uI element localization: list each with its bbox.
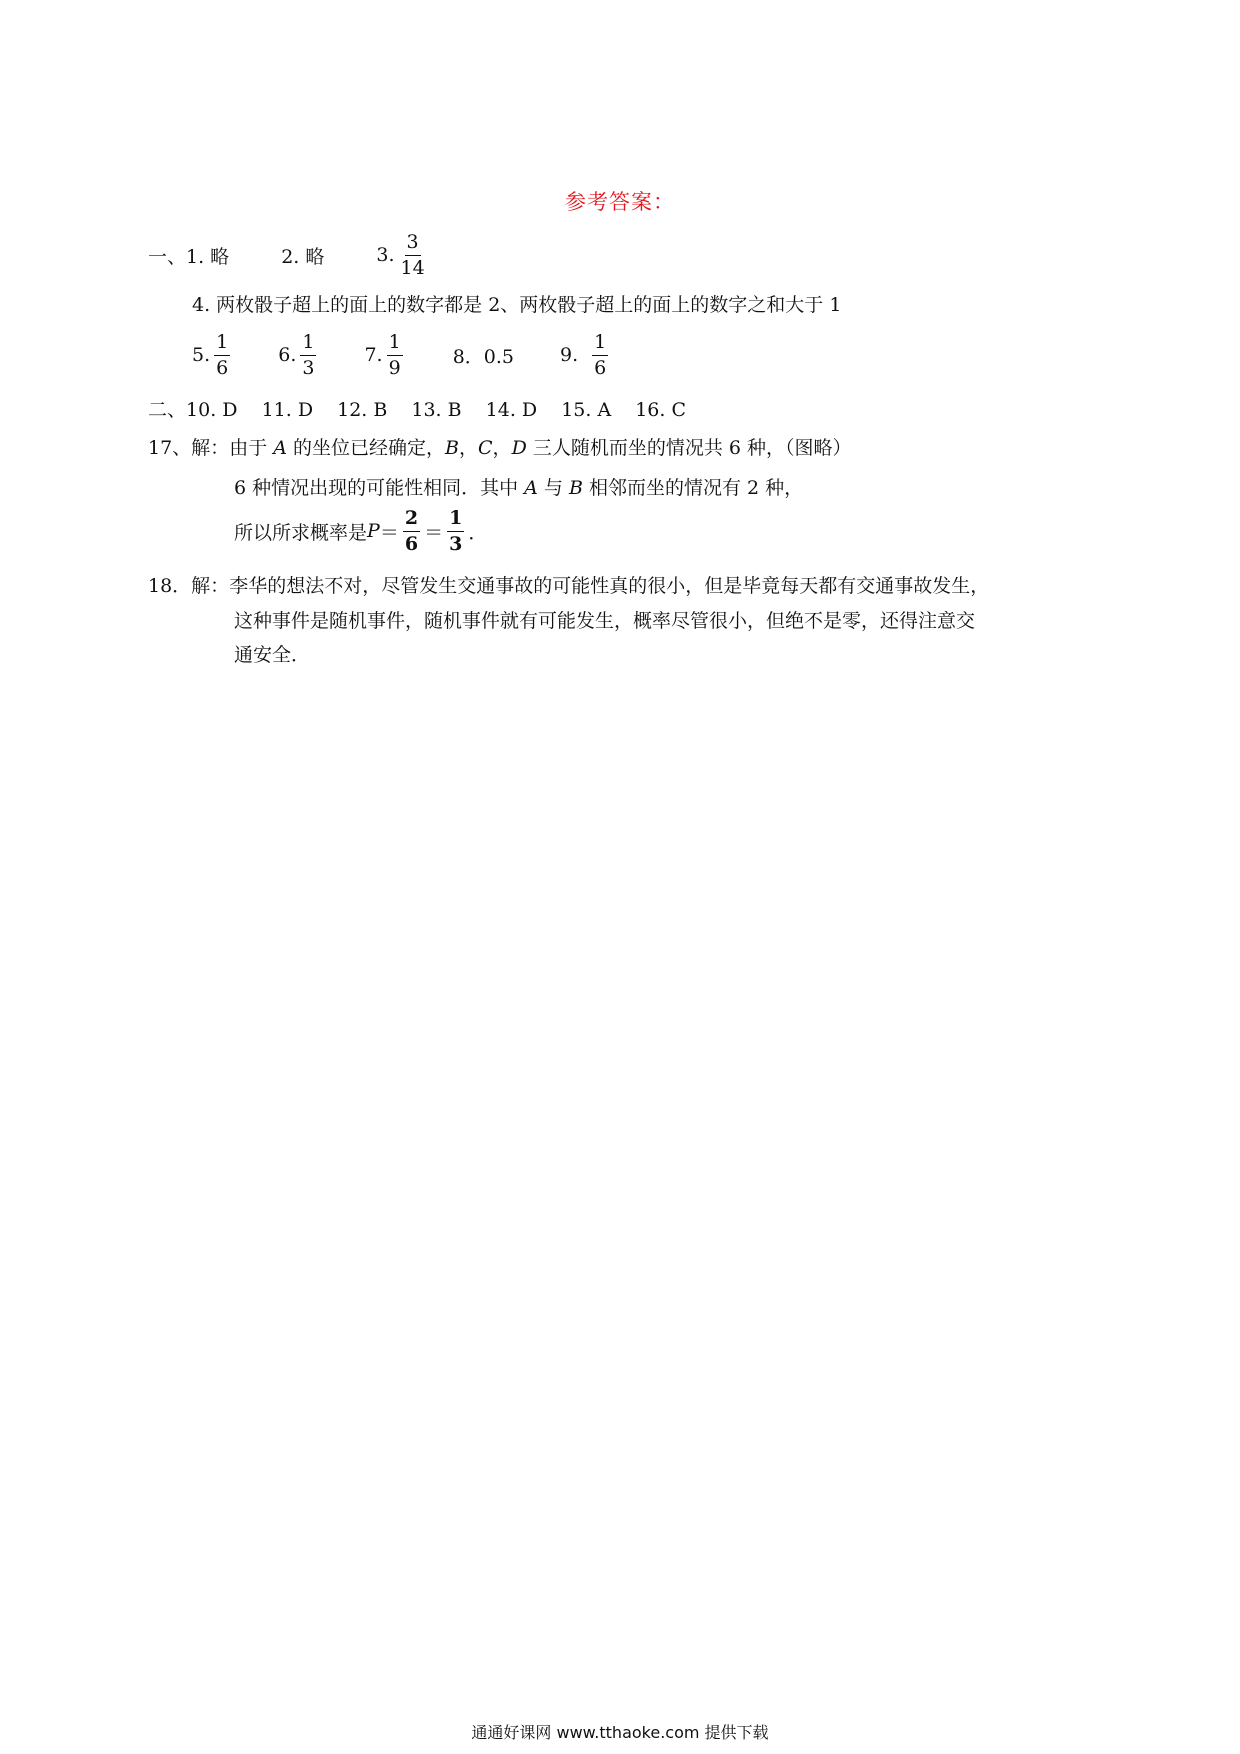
frac1-numerator: 2: [403, 509, 420, 532]
answer-q11: 11. D: [261, 399, 314, 421]
period: ．: [468, 521, 488, 544]
q3-denominator: 14: [400, 256, 425, 279]
answer-q5-label: 5.: [192, 344, 211, 366]
probability-fraction-2: [447, 506, 464, 555]
answer-q1: 1. 略: [186, 245, 230, 268]
frac1-denominator: 6: [404, 532, 419, 555]
part1-prefix: 一、: [148, 245, 187, 268]
q6-denominator: 3: [302, 356, 315, 379]
answer-q15: 15. A: [561, 399, 612, 421]
part2-prefix: 二、: [148, 399, 187, 421]
q18-line2: 这种事件是随机事件，随机事件就有可能发生，概率尽管很小，但绝不是零，还得注意交: [234, 610, 976, 632]
var-a: A: [524, 477, 538, 499]
answer-q13: 13. B: [411, 399, 462, 421]
q17-text: 由于: [229, 437, 274, 459]
q18-line1: [148, 571, 989, 598]
var-d: D: [511, 437, 527, 459]
answer-q8: 8．0.5: [452, 345, 515, 368]
q17-text: 6 种情况出现的可能性相同．其中: [234, 477, 525, 499]
q17-line1: [148, 433, 852, 460]
q18-label: 18．解：: [148, 575, 230, 597]
answer-q6-label: 6.: [278, 344, 297, 366]
var-a: A: [273, 437, 287, 459]
answer-q7-label: 7.: [364, 344, 383, 366]
q5-denominator: 6: [216, 356, 229, 379]
part1-row3: [192, 330, 612, 380]
q17-text: ，: [458, 437, 478, 459]
q3-numerator: 3: [405, 233, 421, 256]
q18-line3: 通安全．: [234, 644, 311, 666]
q18-text: 李华的想法不对，尽管发生交通事故的可能性真的很小，但是毕竟每天都有交通事故发生，: [229, 575, 990, 597]
q17-text: 的坐位已经确定，: [286, 437, 446, 459]
page-title: 参考答案：: [565, 190, 675, 214]
q9-denominator: 6: [594, 356, 607, 379]
answer-q16: 16. C: [635, 399, 687, 421]
q17-text: 所以所求概率是: [234, 521, 368, 544]
answer-q3-fraction: [399, 230, 427, 279]
q6-numerator: 1: [300, 333, 316, 356]
q7-numerator: 1: [387, 333, 403, 356]
answer-q12: 12. B: [337, 399, 388, 421]
var-c: C: [478, 437, 493, 459]
q17-text: 相邻而坐的情况有 2 种，: [582, 477, 804, 499]
q9-numerator: 1: [592, 333, 608, 356]
var-p: P: [367, 520, 380, 542]
answer-q5-fraction: [214, 330, 230, 379]
q17-text: 与: [537, 477, 569, 499]
q17-label: 17、解：: [148, 437, 230, 459]
var-b: B: [445, 437, 459, 459]
answer-q10: 10. D: [186, 399, 238, 421]
q17-text: 三人随机而坐的情况共 6 种，（图略）: [526, 437, 852, 459]
q17-text: ，: [492, 437, 512, 459]
equals-sign: ＝: [379, 521, 399, 544]
answer-q2: 2. 略: [281, 245, 325, 268]
q17-line2: [234, 473, 803, 500]
answer-q3-label: 3.: [376, 244, 395, 266]
part2-row: [148, 395, 686, 422]
answer-q7-fraction: [387, 330, 403, 379]
equals-sign: ＝: [424, 521, 444, 544]
answer-q9-fraction: [592, 330, 608, 379]
footer-source: 通通好课网 www.tthaoke.com 提供下载: [471, 1723, 769, 1742]
frac2-numerator: 1: [447, 509, 464, 532]
var-b: B: [569, 477, 583, 499]
q7-denominator: 9: [388, 356, 401, 379]
probability-fraction-1: [403, 506, 420, 555]
answer-q4: 4. 两枚骰子超上的面上的数字都是 2、两枚骰子超上的面上的数字之和大于 1: [192, 294, 842, 316]
frac2-denominator: 3: [449, 532, 463, 555]
part1-row1: [148, 232, 431, 278]
q5-numerator: 1: [214, 333, 230, 356]
answer-q6-fraction: [300, 330, 316, 379]
answer-q14: 14. D: [485, 399, 538, 421]
answer-q9-label: 9.: [560, 344, 579, 366]
q17-line3: [234, 504, 487, 558]
